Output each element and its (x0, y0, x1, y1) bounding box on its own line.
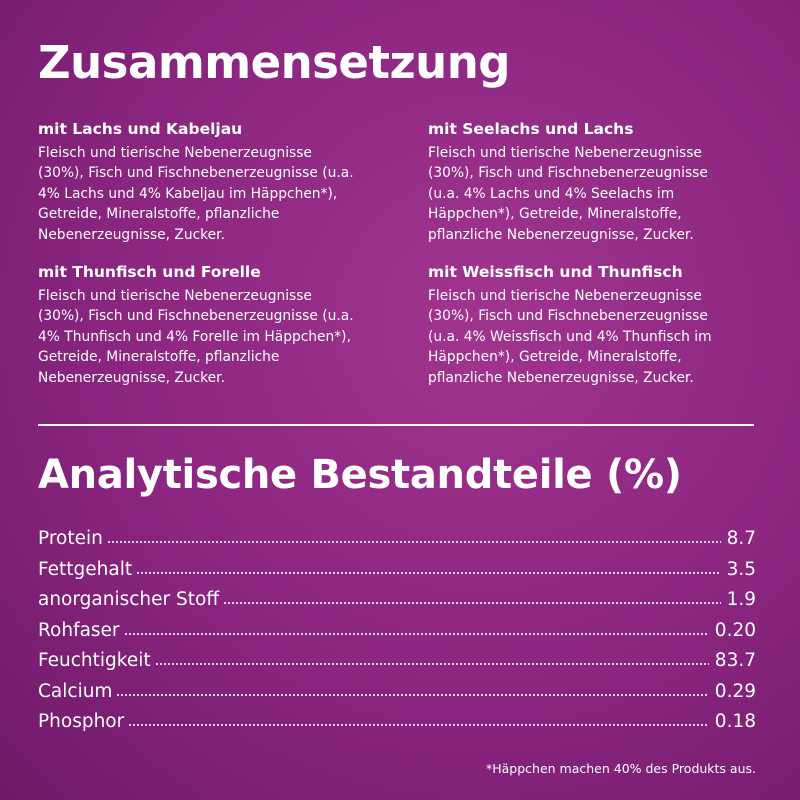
ingredient-line: 4% Lachs und 4% Kabeljau im Häppchen*), (38, 185, 338, 202)
ingredient-line: Fleisch und tierische Nebenerzeugnisse (38, 287, 312, 304)
variant-lachs-kabeljau (38, 120, 428, 245)
analysis-label: Rohfaser (38, 619, 120, 641)
ingredient-line: (30%), Fisch und Fischnebenerzeugnisse (428, 165, 708, 182)
analysis-row-anorganischer-stoff (38, 589, 756, 620)
ingredient-line: Häppchen*), Getreide, Mineralstoffe, (428, 206, 682, 223)
variant-name: mit Thunfisch und Forelle (38, 263, 261, 282)
analysis-label: Protein (38, 528, 103, 549)
ingredient-line: Häppchen*), Getreide, Mineralstoffe, (428, 349, 682, 366)
ingredient-line: (30%), Fisch und Fischnebenerzeugnisse (u.a. (38, 308, 354, 325)
analysis-value: 8.7 (726, 528, 756, 549)
analysis-row-fettgehalt (38, 559, 756, 590)
ingredient-line: Fleisch und tierische Nebenerzeugnisse (428, 287, 702, 304)
ingredient-line: (30%), Fisch und Fischnebenerzeugnisse (u.a. (38, 165, 354, 182)
variant-weissfisch-thunfisch (428, 263, 762, 388)
ingredient-line: Nebenerzeugnisse, Zucker. (38, 226, 225, 243)
analysis-row-phosphor (38, 711, 756, 742)
analysis-value: 0.29 (714, 680, 756, 702)
dot-leader (116, 693, 708, 697)
ingredient-line: pflanzliche Nebenerzeugnisse, Zucker. (428, 226, 694, 243)
ingredient-line: Getreide, Mineralstoffe, pflanzliche (38, 349, 280, 366)
dot-leader (128, 723, 709, 727)
analysis-row-feuchtigkeit (38, 650, 756, 681)
dot-leader (223, 601, 721, 605)
analysis-value: 3.5 (726, 558, 756, 580)
composition-grid (38, 120, 762, 388)
analysis-table (38, 528, 756, 742)
ingredient-line: 4% Thunfisch und 4% Forelle im Häppchen*), (38, 328, 351, 345)
analysis-label: anorganischer Stoff (38, 589, 220, 610)
analysis-value: 0.20 (714, 619, 756, 641)
analysis-value: 1.9 (726, 589, 756, 610)
analysis-title: Analytische Bestandteile (%) (38, 452, 682, 498)
analysis-label: Phosphor (38, 711, 125, 732)
footnote: *Häppchen machen 40% des Produkts aus. (485, 761, 756, 776)
ingredient-line: Nebenerzeugnisse, Zucker. (38, 369, 225, 386)
dot-leader (107, 540, 721, 544)
analysis-label: Feuchtigkeit (38, 650, 151, 671)
variant-name: mit Lachs und Kabeljau (38, 120, 243, 138)
analysis-value: 83.7 (714, 650, 756, 671)
variant-name: mit Weissfisch und Thunfisch (428, 263, 683, 282)
ingredient-line: (30%), Fisch und Fischnebenerzeugnisse (428, 308, 708, 325)
ingredient-line: (u.a. 4% Lachs und 4% Seelachs im (428, 185, 675, 202)
variant-ingredients (38, 143, 388, 246)
dot-leader (155, 662, 709, 666)
ingredient-line: Fleisch und tierische Nebenerzeugnisse (38, 144, 312, 161)
analysis-label: Fettgehalt (38, 558, 133, 580)
section-divider (38, 424, 754, 426)
variant-ingredients (428, 143, 778, 246)
ingredient-line: Getreide, Mineralstoffe, pflanzliche (38, 206, 280, 223)
variant-thunfisch-forelle (38, 263, 428, 388)
variant-ingredients (38, 286, 388, 389)
analysis-label: Calcium (38, 680, 113, 702)
ingredient-line: Fleisch und tierische Nebenerzeugnisse (428, 144, 702, 161)
variant-ingredients (428, 286, 778, 389)
ingredient-line: pflanzliche Nebenerzeugnisse, Zucker. (428, 369, 694, 386)
dot-leader (124, 632, 709, 636)
ingredient-line: (u.a. 4% Weissfisch und 4% Thunfisch im (428, 328, 712, 345)
dot-leader (136, 571, 720, 575)
variant-name: mit Seelachs und Lachs (428, 120, 634, 138)
composition-title: Zusammensetzung (38, 36, 510, 89)
analysis-row-protein (38, 528, 756, 559)
variant-seelachs-lachs (428, 120, 762, 245)
analysis-value: 0.18 (714, 711, 756, 732)
analysis-row-rohfaser (38, 620, 756, 651)
analysis-row-calcium (38, 681, 756, 712)
